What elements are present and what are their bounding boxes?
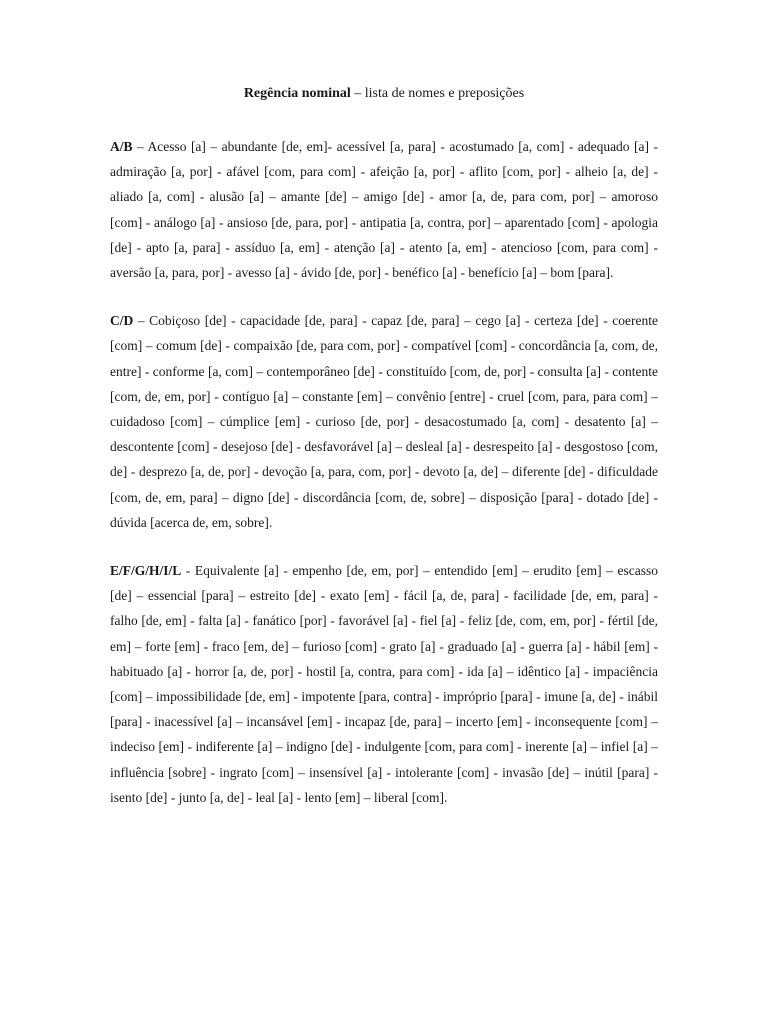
section-text: – Cobiçoso [de] - capacidade [de, para] - capaz [de, para] – cego [a] - certeza [de] - coerente [com] – comum [de] - compaixão [de, para com, por] - compatível [com] - concordância [a, com, de, entre] - conforme [a, com] – contemporâneo [de] - constituído [com, de, por] - consulta [a] - contente [com, de, em, por] - contíguo [a] – constante [em] – convênio [entre] - cruel [com, para, para com] – cuidadoso [com] – cúmplice [em] - curioso [de, por] - desacostumado [a, com] - desatento [a] – descontente [com] - desejoso [de] - desfavorável [a] – desleal [a] - desrespeito [a] - desgostoso [com, de] - desprezo [a, de, por] - devoção [a, para, com, por] - devoto [a, de] – diferente [de] - dificuldade [com, de, em, para] – digno [de] - discordância [com, de, sobre] – disposição [para] - dotado [de] - dúvida [acerca de, em, sobre]. <box>110 313 658 530</box>
section-paragraph-cd <box>110 308 658 535</box>
section-heading: E/F/G/H/I/L <box>110 563 182 579</box>
title-rest: – lista de nomes e preposições <box>350 86 525 101</box>
section-text: - Equivalente [a] - empenho [de, em, por] – entendido [em] – erudito [em] – escasso [de] – essencial [para] – estreito [de] - exato [em] - fácil [a, de, para] - facilidade [de, em, para] - falho [de, em] - falta [a] - fanático [por] - favorável [a] - fiel [a] - feliz [de, com, em, por] - fértil [de, em] – forte [em] - fraco [em, de] – furioso [com] - grato [a] - graduado [a] - guerra [a] - hábil [em] - habituado [a] - horror [a, de, por] - hostil [a, contra, para com] - ida [a] – idêntico [a] - impaciência [com] – impossibilidade [de, em] - impotente [para, contra] - impróprio [para] - imune [a, de] - inábil [para] - inacessível [a] – incansável [em] - incapaz [de, para] – incerto [em] - inconsequente [com] – indeciso [em] - indiferente [a] – indigno [de] - indulgente [com, para com] - inerente [a] – infiel [a] – influência [sobre] - ingrato [com] – insensível [a] - intolerante [com] - invasão [de] – inútil [para] - isento [de] - junto [a, de] - leal [a] - lento [em] – liberal [com]. <box>110 563 658 805</box>
section-heading: C/D <box>110 313 134 329</box>
title-bold: Regência nominal <box>243 86 351 101</box>
document-page <box>110 84 658 833</box>
document-title <box>110 84 658 104</box>
section-heading: A/B <box>110 139 133 154</box>
section-paragraph-ab <box>110 134 658 285</box>
section-paragraph-efghil <box>110 558 658 810</box>
section-text: – Acesso [a] – abundante [de, em]- acessível [a, para] - acostumado [a, com] - adequado [a] - admiração [a, por] - afável [com, para com] - afeição [a, por] - aflito [com, por] - alheio [a, de] - aliado [a, com] - alusão [a] – amante [de] – amigo [de] - amor [a, de, para com, por] – amoroso [com] - análogo [a] - ansioso [de, para, por] - antipatia [a, contra, por] – aparentado [com] - apologia [de] - apto [a, para] - assíduo [a, em] - atenção [a] - atento [a, em] - atencioso [com, para com] - aversão [a, para, por] - avesso [a] - ávido [de, por] - benéfico [a] - benefício [a] – bom [para]. <box>110 139 658 281</box>
